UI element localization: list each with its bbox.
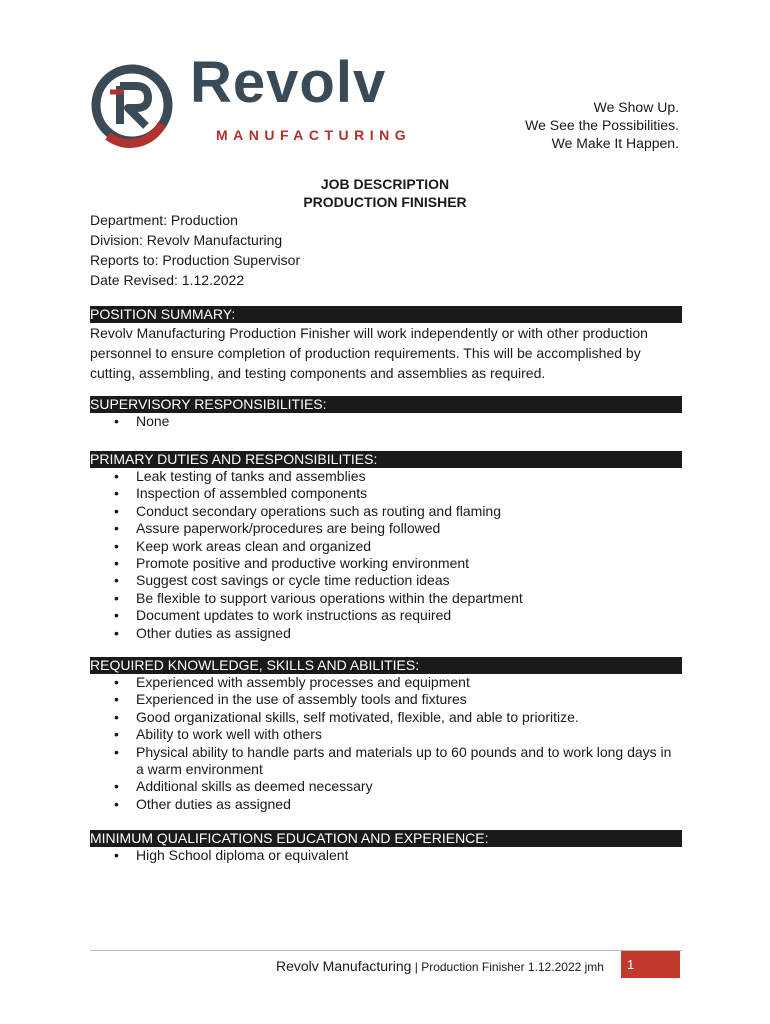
list-item: • Experienced in the use of assembly tools and fixtures — [90, 691, 682, 708]
section-heading: MINIMUM QUALIFICATIONS EDUCATION AND EXPERIENCE: — [90, 830, 682, 847]
company-logo — [90, 50, 412, 152]
list-item: • Other duties as assigned — [90, 796, 682, 813]
list-item: • Promote positive and productive working environment — [90, 555, 682, 572]
list-item: • Additional skills as deemed necessary — [90, 778, 682, 795]
list-item: • High School diploma or equivalent — [90, 847, 682, 864]
tagline-line: We See the Possibilities. — [525, 117, 679, 133]
list-item: • Keep work areas clean and organized — [90, 538, 682, 555]
page-footer — [276, 957, 604, 976]
footer-company: Revolv Manufacturing — [276, 958, 412, 974]
qualifications-list — [90, 847, 682, 864]
revolv-logo-icon — [90, 62, 174, 148]
date-revised: Date Revised: 1.12.2022 — [90, 272, 245, 288]
list-item: • Be flexible to support various operations within the department — [90, 590, 682, 607]
skills-list — [90, 674, 682, 813]
brand-name: Revolv — [190, 50, 387, 115]
section-required-skills — [90, 657, 682, 813]
job-meta — [90, 210, 300, 290]
footer-detail: | Production Finisher 1.12.2022 jmh — [411, 960, 604, 974]
tagline-line: We Show Up. — [593, 99, 679, 115]
document-title — [0, 175, 770, 211]
section-heading: PRIMARY DUTIES AND RESPONSIBILITIES: — [90, 451, 682, 468]
list-item: • Other duties as assigned — [90, 625, 682, 642]
title-line-1: JOB DESCRIPTION — [320, 176, 450, 192]
division: Division: Revolv Manufacturing — [90, 232, 283, 248]
list-item: • Experienced with assembly processes and equipment — [90, 674, 682, 691]
section-heading: REQUIRED KNOWLEDGE, SKILLS AND ABILITIES: — [90, 657, 682, 674]
list-item: • None — [90, 413, 682, 430]
list-item: • Inspection of assembled components — [90, 485, 682, 502]
section-heading: POSITION SUMMARY: — [90, 306, 682, 323]
reports-to: Reports to: Production Supervisor — [90, 252, 301, 268]
list-item: • Ability to work well with others — [90, 726, 682, 743]
list-item: • Leak testing of tanks and assemblies — [90, 468, 682, 485]
tagline — [525, 98, 679, 152]
footer-divider — [90, 950, 682, 951]
title-line-2: PRODUCTION FINISHER — [303, 194, 467, 210]
list-item: • Physical ability to handle parts and materials up to 60 pounds and to work long days in a warm environment — [90, 744, 682, 779]
list-item: • Conduct secondary operations such as routing and flaming — [90, 503, 682, 520]
duties-list — [90, 468, 682, 642]
list-item: • Document updates to work instructions as required — [90, 607, 682, 624]
list-item: • Assure paperwork/procedures are being followed — [90, 520, 682, 537]
section-position-summary — [90, 306, 682, 383]
section-supervisory — [90, 396, 682, 430]
page-number: 1 — [621, 951, 680, 978]
summary-text: Revolv Manufacturing Production Finisher will work independently or with other production personnel to ensure completion of production requirements. This will be accomplished by cutting, assembling, and testing components and assemblies as required. — [90, 325, 648, 381]
tagline-line: We Make It Happen. — [551, 135, 679, 151]
section-heading: SUPERVISORY RESPONSIBILITIES: — [90, 396, 682, 413]
supervisory-list — [90, 413, 682, 430]
section-primary-duties — [90, 451, 682, 642]
section-minimum-qualifications — [90, 830, 682, 864]
department: Department: Production — [90, 212, 238, 228]
list-item: • Good organizational skills, self motivated, flexible, and able to prioritize. — [90, 709, 682, 726]
brand-subtitle: MANUFACTURING — [216, 127, 412, 143]
list-item: • Suggest cost savings or cycle time reduction ideas — [90, 572, 682, 589]
